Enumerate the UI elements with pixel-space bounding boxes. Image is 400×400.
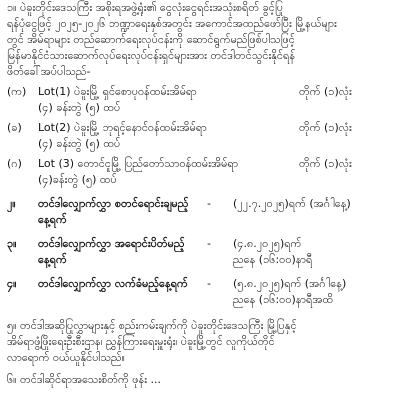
schedule-date: (၄.၈.၂၀၂၅)ရက်: [233, 237, 302, 250]
lot-building-count: တိုက် (၁)လုံး: [299, 157, 352, 170]
lot-marker: (ခ): [7, 121, 22, 134]
schedule-number: ၂။: [7, 197, 16, 210]
schedule-label-continued: နေ့ရက်: [38, 213, 67, 226]
schedule-number: ၄။: [7, 277, 17, 290]
schedule-label: တင်ဒါလျှောက်လွှာ အရောင်းပိတ်မည့်: [38, 237, 185, 250]
intro-line: တွင် အိမ်ရာများ တည်ဆောက်ရေးလုပ်ငန်းကို ဆောင်ရွက်မည်ဖြစ်ပါသဖြင့်: [7, 33, 295, 46]
schedule-dash: -: [207, 197, 211, 210]
lot-title: Lot(2) ပဲခူးမြို့ ဘုရင့်နောင်ဝန်ထမ်းအိမ်ရာ: [38, 121, 207, 134]
schedule-label-continued: နေ့ရက်: [38, 253, 67, 266]
lot-building-count: တိုက် (၁)လုံး: [299, 121, 352, 134]
lot-unit-description: (၄) ခန်းတွဲ (၅) ထပ်: [38, 101, 121, 114]
lot-title: Lot (3) တောင်ငူမြို့ ပြည်တော်သာဝန်ထမ်းအိမ်ရာ: [38, 157, 239, 170]
closing-line: ၅။ တင်ဒါအဆိုပြုလွှာများနှင့် စည်းကမ်းချက်ကို ပဲခူးတိုင်းဒေသကြီး မြို့ပြနှင့်: [7, 319, 297, 332]
closing-line: ၆။ တင်ဒါဆိုင်ရာအသေးစိတ်ကို ဖုန်း ...: [7, 373, 162, 386]
closing-line: လာရောက် ဝယ်ယူနိုင်ပါသည်။: [7, 351, 125, 364]
intro-line: ၁။ ပဲခူးတိုင်းဒေသကြီး အစိုးရအဖွဲ့ရုံး၏ ငွေလုံးငွေရင်းအသုံးစရိတ် ခွင့်ပြု: [7, 1, 283, 14]
closing-line: အိမ်ရာဖွံ့ဖြိုးရေးဦးစီးဌာန၊ ညွှန်ကြားရေးမှူးရုံး၊ ပဲခူးမြို့တွင် လူကိုယ်တိုင်: [7, 335, 275, 348]
schedule-time: ညနေ (၁၆:၀၀)နာရီအထိ: [233, 293, 334, 306]
schedule-dash: -: [207, 237, 211, 250]
schedule-date: (၅.၈.၂၀၂၅)ရက် (အင်္ဂါနေ့): [233, 277, 347, 290]
intro-line: မြန်မာနိုင်ငံသားဆောက်လုပ်ရေးလုပ်ငန်းရှင်များအား တင်ဒါတင်သွင်းနိုင်ရန်: [7, 49, 296, 62]
intro-line: ဖိတ်ခေါ်အပ်ပါသည်-: [7, 65, 91, 78]
lot-title: Lot(1) ပဲခူးမြို့ ရှင်စောပုဝန်ထမ်းအိမ်ရာ: [38, 85, 197, 98]
schedule-date: (၂၂.၇.၂၀၂၅)ရက် (အင်္ဂါနေ့): [233, 197, 351, 210]
lot-marker: (က): [7, 85, 27, 98]
lot-unit-description: (၄) ခန်းတွဲ (၅) ထပ်: [38, 137, 121, 150]
lot-marker: (ဂ): [7, 157, 22, 170]
intro-line: ရန်ပုံငွေဖြင့် ၂၀၂၅-၂၀၂၆ ဘဏ္ဍာရေးနှစ်အတွင်း အကောင်အထည်ဖော်ပြီး မြို့နယ်များ: [7, 17, 337, 30]
schedule-number: ၃။: [7, 237, 17, 250]
lot-building-count: တိုက် (၁)လုံး: [299, 85, 352, 98]
schedule-dash: -: [207, 277, 211, 290]
schedule-label: တင်ဒါလျှောက်လွှာ လက်ခံမည့်နေ့ရက်: [38, 277, 188, 290]
lot-unit-description: (၄)ခန်းတွဲ (၅) ထပ်: [38, 173, 117, 186]
schedule-label: တင်ဒါလျှောက်လွှာ စတင်ရောင်းချမည့်: [38, 197, 189, 210]
schedule-time: ညနေ (၁၆:၀၀)နာရီ: [233, 253, 313, 266]
